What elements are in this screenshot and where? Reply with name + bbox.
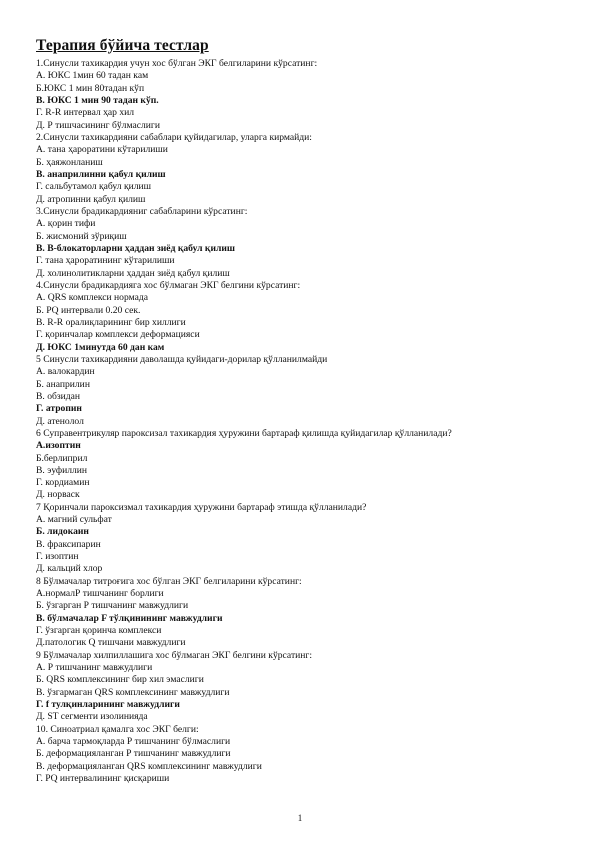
text-line: Д. кальций хлор bbox=[36, 563, 103, 575]
text-line: Б. PQ интервали 0.20 сек. bbox=[36, 304, 141, 316]
text-line: А. QRS комплекси нормада bbox=[36, 292, 149, 304]
text-line: Д. ST сегменти изолинияда bbox=[36, 711, 148, 723]
text-line: Б. ўзгарган Р тишчанинг мавжудлиги bbox=[36, 600, 189, 612]
answer-line-correct: Г. f тулқинларининг мавжудлиги bbox=[36, 699, 180, 711]
text-line: Г. қоринчалар комплекси деформацияси bbox=[36, 329, 200, 341]
answer-line-correct: В. В-блокаторларни ҳаддан зиёд қабул қилиш bbox=[36, 242, 235, 254]
answer-line-correct: В. бўлмачалар F тўлқинининг мавжудлиги bbox=[36, 612, 223, 624]
text-line: Г. изоптин bbox=[36, 551, 79, 563]
answer-line-correct: В. анаприлинни қабул қилиш bbox=[36, 168, 166, 180]
text-line: Г. ўзгарган қоринча комплекси bbox=[36, 625, 162, 637]
text-line: Г. R-R интервал ҳар хил bbox=[36, 107, 135, 119]
text-line: А. ЮКС 1мин 60 тадан кам bbox=[36, 70, 149, 82]
text-line: 10. Синоатриал қамалга хос ЭКГ белги: bbox=[36, 723, 199, 735]
text-line: А. магний сульфат bbox=[36, 514, 112, 526]
text-line: Б. анаприлин bbox=[36, 378, 90, 390]
text-line: В. эуфиллин bbox=[36, 464, 88, 476]
answer-line-correct: Д. ЮКС 1минутда 60 дан кам bbox=[36, 341, 165, 353]
text-line: 7 Қоринчали пароксизмал тахикардия ҳуружини бартараф этишда қўлланилади? bbox=[36, 501, 367, 513]
answer-line-correct: А.изоптин bbox=[36, 440, 81, 452]
text-line: А. Р тишчанинг мавжудлиги bbox=[36, 662, 153, 674]
text-line: В. фраксипарин bbox=[36, 538, 101, 550]
text-line: Б. деформацияланган Р тишчанинг мавжудлиги bbox=[36, 748, 231, 760]
text-line: 4.Синусли брадикардияга хос бўлмаган ЭКГ белгини кўрсатинг: bbox=[36, 279, 301, 291]
text-line: Г. кордиамин bbox=[36, 477, 90, 489]
text-line: А. қорин тифи bbox=[36, 218, 96, 230]
text-line: 1.Синусли тахикардия учун хос бўлган ЭКГ белгиларини кўрсатинг: bbox=[36, 58, 318, 69]
text-line: В. R-R оралиқларининг бир хиллиги bbox=[36, 316, 186, 328]
text-line: 6 Суправентрикуляр пароксизал тахикардия ҳуружини бартараф қилишда қуйидагилар қўлланилади? bbox=[36, 427, 452, 439]
text-line: Д. Р тишчасининг бўлмаслиги bbox=[36, 119, 160, 131]
text-line: Д. холинолитикларни ҳаддан зиёд қабул қилиш bbox=[36, 267, 230, 279]
text-line: Б. QRS комплексининг бир хил эмаслиги bbox=[36, 674, 204, 686]
text-line: Б.ЮКС 1 мин 80тадан кўп bbox=[36, 82, 145, 94]
text-line: 9 Бўлмачалар хилпиллашига хос бўлмаган ЭКГ белгини кўрсатинг: bbox=[36, 649, 313, 661]
text-line: Г. сальбутамол қабул қилиш bbox=[36, 181, 152, 193]
text-line: Д.патологик Q тишчани мавжудлиги bbox=[36, 637, 186, 649]
page-number-text: 1 bbox=[297, 813, 303, 823]
text-line: 5 Синусли тахикардияни даволашда қуйидаги-дорилар қўлланилмайди bbox=[36, 353, 328, 365]
text-line: Б. жисмоний зўриқиш bbox=[36, 230, 127, 242]
text-line: Д. атропинни қабул қилиш bbox=[36, 193, 146, 205]
text-line: Б.берлиприл bbox=[36, 452, 88, 464]
answer-line-correct: Г. атропин bbox=[36, 403, 82, 415]
text-line: Г. тана ҳароратининг кўтарилиши bbox=[36, 255, 175, 267]
text-line: А.нормалР тишчанинг борлиги bbox=[36, 588, 164, 600]
text-line: В. деформацияланган QRS комплексининг мавжудлиги bbox=[36, 760, 262, 772]
text-line: Д. атенолол bbox=[36, 415, 84, 427]
document-title: Терапия бўйича тестлар bbox=[36, 37, 209, 54]
text-line: А. барча тармоқларда Р тишчанинг бўлмаслиги bbox=[36, 736, 231, 748]
answer-line-correct: Б. лидокаин bbox=[36, 526, 89, 538]
text-line: А. валокардин bbox=[36, 366, 95, 378]
text-line: Д. норваск bbox=[36, 489, 80, 501]
question-list bbox=[36, 58, 576, 785]
text-line: 3.Синусли брадикардияниг сабабларини кўрсатинг: bbox=[36, 205, 248, 217]
answer-line-correct: В. ЮКС 1 мин 90 тадан кўп. bbox=[36, 94, 159, 106]
text-line: В. ўзгармаган QRS комплексининг мавжудлиги bbox=[36, 686, 230, 698]
text-line: В. обзидан bbox=[36, 390, 81, 402]
page-number bbox=[0, 813, 596, 823]
text-line: Б. ҳаяжонланиш bbox=[36, 156, 103, 168]
text-line: Г. PQ интервалининг қисқариши bbox=[36, 773, 170, 785]
text-line: 8 Бўлмачалар титроғига хос бўлган ЭКГ белгиларини кўрсатинг: bbox=[36, 575, 302, 587]
text-line: А. тана ҳароратини кўтарилиши bbox=[36, 144, 168, 156]
text-line: 2.Синусли тахикардияни сабаблари қуйидагилар, уларга кирмайди: bbox=[36, 131, 312, 143]
